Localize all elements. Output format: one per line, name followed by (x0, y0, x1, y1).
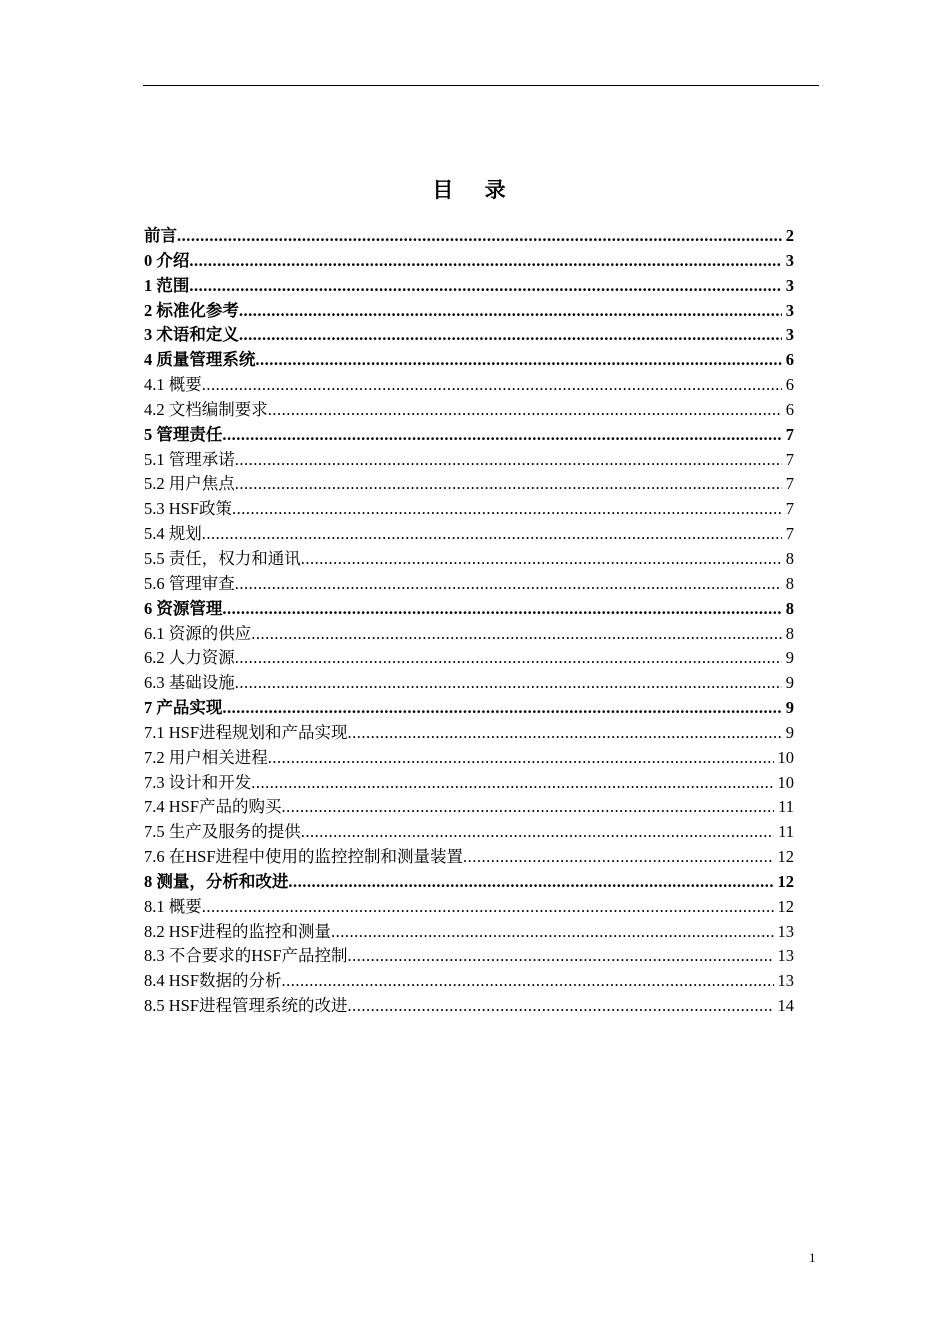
toc-entry-label: 7 产品实现 (144, 698, 223, 718)
toc-entry[interactable] (144, 944, 794, 969)
toc-entry[interactable] (144, 323, 794, 348)
toc-entry-page: 2 (785, 226, 794, 245)
toc-entry-label: 4 质量管理系统 (144, 350, 256, 370)
toc-entry[interactable] (144, 994, 794, 1019)
toc-entry-label: 8.3 不合要求的HSF产品控制 (144, 946, 348, 966)
toc-entry[interactable] (144, 920, 794, 945)
toc-entry-label: 6.1 资源的供应 (144, 623, 252, 643)
toc-leader-dots (202, 522, 782, 547)
toc-entry[interactable] (144, 895, 794, 920)
toc-entry-page: 8 (785, 548, 794, 568)
toc-entry-page: 6 (785, 375, 794, 395)
toc-leader-dots (288, 870, 773, 895)
toc-leader-dots (255, 348, 781, 373)
toc-entry[interactable] (144, 746, 794, 771)
toc-entry-label: 5 管理责任 (144, 424, 223, 444)
toc-entry-label: 8.5 HSF进程管理系统的改进 (144, 996, 348, 1016)
toc-entry-page: 11 (778, 822, 794, 842)
toc-entry-page: 12 (777, 896, 794, 916)
toc-entry-page: 8 (785, 573, 794, 593)
toc-entry-label: 5.5 责任，权力和通讯 (144, 548, 301, 568)
toc-entry[interactable] (144, 423, 794, 448)
toc-entry-page: 3 (785, 250, 794, 270)
toc-entry[interactable] (144, 845, 794, 870)
toc-leader-dots (189, 274, 781, 299)
toc-leader-dots (348, 994, 774, 1019)
toc-entry[interactable] (144, 299, 794, 324)
toc-leader-dots (239, 323, 782, 348)
toc-entry[interactable] (144, 224, 794, 249)
toc-entry-page: 9 (785, 673, 794, 693)
toc-entry[interactable] (144, 870, 794, 895)
toc-entry-label: 8.2 HSF进程的监控和测量 (144, 921, 332, 941)
toc-entry-label: 8.1 概要 (144, 896, 202, 916)
toc-leader-dots (301, 820, 774, 845)
toc-entry[interactable] (144, 522, 794, 547)
toc-entry-page: 11 (778, 797, 794, 817)
toc-leader-dots (189, 249, 781, 274)
toc-entry-label: 5.6 管理审查 (144, 573, 235, 593)
toc-entry[interactable] (144, 597, 794, 622)
toc-entry[interactable] (144, 646, 794, 671)
toc-leader-dots (235, 572, 782, 597)
toc-entry-page: 12 (777, 847, 794, 867)
toc-entry-label: 0 介绍 (144, 250, 190, 270)
toc-entry-page: 7 (785, 424, 794, 444)
toc-entry-label: 7.6 在HSF进程中使用的监控控制和测量装置 (144, 847, 464, 867)
toc-entry[interactable] (144, 373, 794, 398)
toc-entry-page: 9 (785, 722, 794, 742)
toc-entry-label: 6 资源管理 (144, 598, 223, 618)
toc-leader-dots (301, 547, 782, 572)
toc-entry-label: 7.2 用户相关进程 (144, 747, 268, 767)
toc-entry-label: 4.1 概要 (144, 375, 202, 395)
toc-entry-page: 12 (777, 871, 794, 891)
toc-entry[interactable] (144, 771, 794, 796)
page-number: 1 (809, 1250, 816, 1265)
toc-entry-label: 6.2 人力资源 (144, 648, 235, 668)
toc-leader-dots (235, 448, 782, 473)
toc-entry[interactable] (144, 795, 794, 820)
toc-leader-dots (463, 845, 773, 870)
toc-entry[interactable] (144, 448, 794, 473)
toc-entry-label: 前言 (144, 226, 177, 245)
toc-entry-label: 6.3 基础设施 (144, 673, 235, 693)
table-of-contents (144, 224, 794, 1019)
toc-entry-page: 14 (777, 996, 794, 1016)
toc-entry-page: 7 (785, 474, 794, 494)
toc-entry-page: 13 (777, 921, 794, 941)
toc-entry-page: 9 (785, 698, 794, 718)
toc-entry-label: 5.3 HSF政策 (144, 499, 233, 519)
toc-entry-label: 7.5 生产及服务的提供 (144, 822, 301, 842)
toc-entry-page: 6 (785, 350, 794, 370)
toc-entry-page: 9 (785, 648, 794, 668)
toc-leader-dots (235, 671, 782, 696)
toc-leader-dots (202, 373, 782, 398)
toc-entry-label: 1 范围 (144, 275, 190, 295)
toc-entry-label: 3 术语和定义 (144, 325, 239, 345)
toc-entry-label: 8.4 HSF数据的分析 (144, 971, 282, 991)
toc-entry-page: 13 (777, 946, 794, 966)
toc-entry-label: 7.1 HSF进程规划和产品实现 (144, 722, 348, 742)
toc-entry[interactable] (144, 696, 794, 721)
toc-leader-dots (235, 646, 782, 671)
toc-leader-dots (251, 771, 773, 796)
toc-entry-page: 6 (785, 399, 794, 419)
toc-leader-dots (268, 398, 782, 423)
page-title: 目 录 (432, 178, 518, 202)
toc-leader-dots (268, 746, 774, 771)
toc-leader-dots (232, 497, 782, 522)
toc-entry-label: 5.4 规划 (144, 524, 202, 544)
toc-leader-dots (348, 944, 774, 969)
toc-entry-page: 13 (777, 971, 794, 991)
toc-entry[interactable] (144, 497, 794, 522)
toc-leader-dots (177, 224, 782, 249)
toc-entry-label: 5.2 用户焦点 (144, 474, 235, 494)
toc-entry-page: 8 (785, 598, 794, 618)
toc-entry[interactable] (144, 622, 794, 647)
toc-entry-page: 7 (785, 449, 794, 469)
toc-entry[interactable] (144, 671, 794, 696)
toc-entry-label: 4.2 文档编制要求 (144, 399, 268, 419)
toc-entry-page: 8 (785, 623, 794, 643)
toc-leader-dots (222, 696, 781, 721)
toc-entry-page: 10 (777, 772, 794, 792)
toc-entry-label: 7.4 HSF产品的购买 (144, 797, 282, 817)
toc-entry[interactable] (144, 820, 794, 845)
toc-entry-page: 10 (777, 747, 794, 767)
toc-entry[interactable] (144, 472, 794, 497)
toc-entry[interactable] (144, 547, 794, 572)
toc-entry[interactable] (144, 348, 794, 373)
toc-entry[interactable] (144, 721, 794, 746)
toc-leader-dots (348, 721, 782, 746)
toc-leader-dots (331, 920, 773, 945)
toc-leader-dots (282, 795, 775, 820)
toc-leader-dots (222, 597, 781, 622)
toc-entry[interactable] (144, 249, 794, 274)
toc-entry-page: 3 (785, 325, 794, 345)
toc-leader-dots (202, 895, 774, 920)
toc-entry[interactable] (144, 398, 794, 423)
toc-leader-dots (222, 423, 781, 448)
toc-entry[interactable] (144, 572, 794, 597)
toc-entry-label: 8 测量，分析和改进 (144, 871, 289, 891)
toc-leader-dots (251, 622, 782, 647)
toc-entry-label: 2 标准化参考 (144, 300, 239, 320)
toc-entry-label: 7.3 设计和开发 (144, 772, 252, 792)
toc-leader-dots (282, 969, 774, 994)
toc-entry-page: 3 (785, 275, 794, 295)
toc-entry-page: 7 (785, 499, 794, 519)
toc-entry-page: 3 (785, 300, 794, 320)
toc-leader-dots (235, 472, 782, 497)
toc-entry-label: 5.1 管理承诺 (144, 449, 235, 469)
toc-leader-dots (239, 299, 782, 324)
toc-entry[interactable] (144, 969, 794, 994)
toc-entry[interactable] (144, 274, 794, 299)
header-rule (143, 85, 819, 86)
toc-entry-page: 7 (785, 524, 794, 544)
